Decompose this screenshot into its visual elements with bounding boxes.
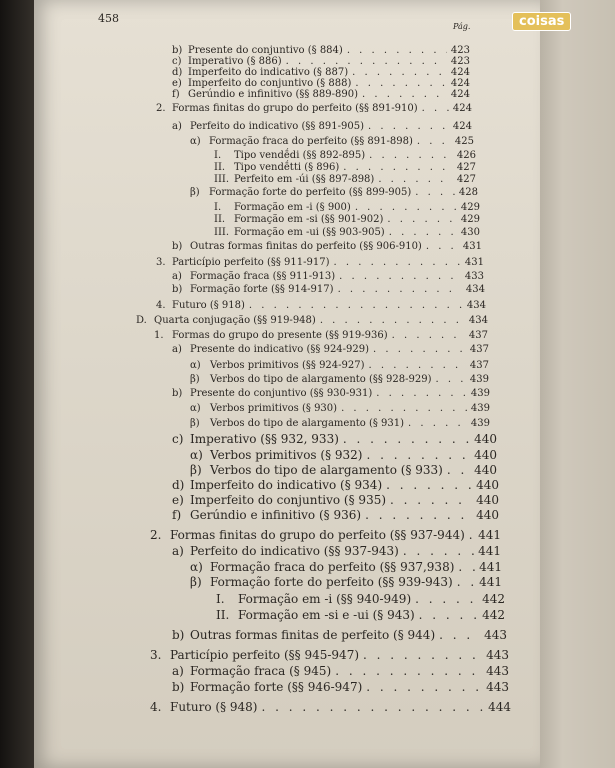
toc-entry-page: 442 — [482, 608, 505, 622]
toc-entry — [172, 628, 507, 642]
toc-entry — [216, 608, 505, 622]
toc-entry-page: 431 — [462, 241, 482, 252]
toc-entry — [172, 271, 484, 285]
toc-entry-page: 434 — [468, 315, 488, 326]
toc-entry-marker: e) — [172, 78, 182, 89]
toc-entry-marker: f) — [172, 89, 180, 100]
toc-entry-page: 429 — [460, 202, 480, 213]
toc-entry-title: Verbos primitivos (§§ 924-927) — [210, 360, 365, 371]
toc-entry — [172, 478, 499, 492]
leader-dots — [378, 174, 453, 185]
toc-entry-title: Verbos do tipo de alargamento (§ 933) — [210, 463, 443, 477]
toc-entry-title: Imperfeito do conjuntivo (§ 888) — [188, 78, 352, 89]
toc-entry-title: Formação forte do perfeito (§§ 899-905) — [209, 187, 412, 198]
toc-entry-page: 439 — [470, 418, 490, 429]
toc-entry-page: 440 — [474, 463, 497, 477]
toc-entry-title: Futuro (§ 948) — [170, 700, 258, 714]
toc-entry-title: Outras formas finitas do perfeito (§§ 906-910) — [190, 241, 422, 252]
leader-dots — [249, 300, 463, 311]
toc-entry — [172, 493, 499, 507]
leader-dots — [355, 78, 447, 89]
toc-entry-title: Formação fraca do perfeito (§§ 937,938) — [210, 560, 455, 574]
toc-entry-page: 443 — [486, 664, 509, 678]
leader-dots — [369, 150, 453, 161]
toc-entry-title: Formação forte (§§ 914-917) — [190, 284, 334, 295]
leader-dots — [368, 121, 449, 132]
toc-entry-marker: II. — [214, 162, 226, 173]
toc-entry — [154, 330, 488, 344]
leader-dots — [422, 103, 449, 114]
leader-dots — [341, 403, 467, 414]
toc-entry-page: 424 — [452, 103, 472, 114]
leader-dots — [387, 214, 457, 225]
toc-entry-title: Formação em -i (§§ 940-949) — [238, 592, 412, 606]
toc-entry — [214, 227, 480, 241]
leader-dots — [366, 448, 470, 462]
toc-entry-marker: c) — [172, 56, 182, 67]
leader-dots — [338, 284, 462, 295]
leader-dots — [419, 608, 478, 622]
toc-entry-page: 441 — [478, 544, 501, 558]
toc-entry-page: 440 — [474, 448, 497, 462]
toc-entry-marker: β) — [190, 374, 200, 385]
toc-entry — [190, 136, 474, 150]
toc-entry-page: 437 — [469, 360, 489, 371]
toc-entry — [172, 89, 470, 103]
toc-entry-page: 443 — [486, 680, 509, 694]
toc-entry-marker: β) — [190, 418, 200, 429]
toc-entry-title: Tipo vendḗtti (§ 896) — [234, 162, 340, 173]
toc-entry-title: Formação em -si e -ui (§ 943) — [238, 608, 415, 622]
toc-entry-marker: I. — [214, 150, 222, 161]
toc-entry-marker: b) — [172, 284, 183, 295]
toc-entry-marker: II. — [216, 608, 230, 622]
toc-entry-marker: a) — [172, 121, 182, 132]
leader-dots — [392, 330, 465, 341]
toc-entry-page: 439 — [470, 403, 490, 414]
toc-entry — [156, 103, 472, 117]
toc-entry-marker: D. — [136, 315, 147, 326]
toc-entry-page: 440 — [476, 478, 499, 492]
toc-entry-page: 434 — [465, 284, 485, 295]
leader-dots — [343, 162, 453, 173]
toc-entry-title: Tipo vendḗdi (§§ 892-895) — [234, 150, 366, 161]
toc-entry-marker: 2. — [150, 528, 162, 542]
toc-entry-page: 441 — [478, 528, 501, 542]
toc-entry-page: 424 — [450, 89, 470, 100]
toc-entry — [172, 241, 482, 255]
page-number: 458 — [98, 12, 119, 25]
leader-dots — [447, 463, 470, 477]
toc-entry-page: 429 — [460, 214, 480, 225]
toc-entry-marker: II. — [214, 214, 226, 225]
leader-dots — [469, 528, 474, 542]
toc-entry-page: 423 — [450, 45, 470, 56]
toc-entry-page: 437 — [468, 330, 488, 341]
toc-entry-title: Formação forte (§§ 946-947) — [190, 680, 363, 694]
toc-entry — [172, 388, 490, 402]
toc-entry-page: 440 — [476, 508, 499, 522]
leader-dots — [352, 67, 447, 78]
toc-entry-title: Formação fraca do perfeito (§§ 891-898) — [209, 136, 413, 147]
toc-entry — [172, 432, 497, 446]
toc-entry-page: 440 — [476, 493, 499, 507]
toc-entry-page: 437 — [469, 344, 489, 355]
toc-entry-marker: 4. — [150, 700, 162, 714]
watermark-logo: coisas — [512, 12, 571, 31]
toc-entry-marker: b) — [172, 628, 185, 642]
toc-entry-marker: e) — [172, 493, 184, 507]
toc-entry-title: Particípio perfeito (§§ 945-947) — [170, 648, 360, 662]
toc-entry-title: Futuro (§ 918) — [172, 300, 245, 311]
toc-entry — [172, 544, 501, 558]
toc-entry — [172, 284, 485, 298]
toc-entry-marker: a) — [172, 344, 182, 355]
toc-entry-marker: d) — [172, 67, 183, 78]
toc-entry-title: Verbos primitivos (§ 930) — [210, 403, 338, 414]
toc-entry-marker: β) — [190, 463, 202, 477]
toc-entry-title: Presente do conjuntivo (§§ 930-931) — [190, 388, 373, 399]
toc-entry-title: Presente do conjuntivo (§ 884) — [188, 45, 343, 56]
toc-entry — [150, 700, 511, 714]
toc-entry-page: 443 — [484, 628, 507, 642]
toc-entry-page: 434 — [466, 300, 486, 311]
toc-entry-marker: d) — [172, 478, 185, 492]
leader-dots — [363, 648, 482, 662]
leader-dots — [439, 628, 480, 642]
toc-entry — [172, 508, 499, 522]
toc-entry-title: Formação fraca (§ 945) — [190, 664, 332, 678]
toc-entry-marker: 1. — [154, 330, 164, 341]
toc-entry — [190, 360, 489, 374]
toc-entry-title: Verbos do tipo de alargamento (§ 931) — [210, 418, 405, 429]
toc-entry-page: 427 — [456, 162, 476, 173]
toc-entry — [214, 214, 480, 228]
leader-dots — [334, 257, 461, 268]
toc-entry-page: 425 — [454, 136, 474, 147]
toc-entry-title: Formas do grupo do presente (§§ 919-936) — [172, 330, 388, 341]
book-page-right-edge — [540, 0, 615, 768]
toc-entry-marker: b) — [172, 388, 183, 399]
leader-dots — [365, 508, 472, 522]
toc-entry-page: 430 — [460, 227, 480, 238]
leader-dots — [426, 241, 459, 252]
toc-entry-marker: a) — [172, 664, 184, 678]
toc-entry-title: Formação em -si (§§ 901-902) — [234, 214, 384, 225]
toc-entry-marker: β) — [190, 575, 202, 589]
toc-entry-title: Formas finitas do grupo do perfeito (§§ 891-910) — [172, 103, 418, 114]
toc-entry-title: Perfeito do indicativo (§§ 891-905) — [190, 121, 365, 132]
toc-entry-title: Outras formas finitas de perfeito (§ 944) — [190, 628, 436, 642]
toc-entry-marker: 3. — [156, 257, 166, 268]
toc-entry — [190, 560, 502, 574]
leader-dots — [389, 227, 457, 238]
leader-dots — [415, 187, 455, 198]
toc-entry-marker: α) — [190, 403, 201, 414]
toc-entry-title: Particípio perfeito (§§ 911-917) — [172, 257, 330, 268]
toc-entry-page: 433 — [464, 271, 484, 282]
toc-entry-page: 426 — [456, 150, 476, 161]
toc-entry — [156, 300, 486, 314]
toc-entry — [172, 680, 509, 694]
toc-entry-title: Imperfeito do conjuntivo (§ 935) — [190, 493, 387, 507]
toc-entry-marker: a) — [172, 544, 184, 558]
toc-entry — [150, 528, 501, 542]
leader-dots — [343, 432, 470, 446]
leader-dots — [390, 493, 472, 507]
toc-entry-marker: 4. — [156, 300, 166, 311]
leader-dots — [369, 360, 466, 371]
toc-entry-page: 440 — [474, 432, 497, 446]
pag-column-label: Pág. — [453, 22, 471, 31]
toc-entry — [150, 648, 509, 662]
toc-entry — [190, 448, 497, 462]
leader-dots — [339, 271, 461, 282]
toc-entry-title: Imperativo (§ 886) — [188, 56, 282, 67]
toc-entry-marker: 3. — [150, 648, 162, 662]
leader-dots — [457, 575, 475, 589]
toc-entry-page: 442 — [482, 592, 505, 606]
toc-entry-marker: III. — [214, 174, 230, 185]
toc-entry-marker: III. — [214, 227, 230, 238]
leader-dots — [403, 544, 474, 558]
toc-entry-title: Imperativo (§§ 932, 933) — [190, 432, 339, 446]
toc-entry — [172, 121, 472, 135]
leader-dots — [436, 374, 466, 385]
leader-dots — [376, 388, 467, 399]
toc-entry-title: Imperfeito do indicativo (§ 934) — [190, 478, 383, 492]
toc-entry-marker: b) — [172, 241, 183, 252]
toc-entry-title: Formação fraca (§§ 911-913) — [190, 271, 336, 282]
toc-entry-title: Formação em -ui (§§ 903-905) — [234, 227, 385, 238]
leader-dots — [386, 478, 472, 492]
toc-entry-title: Gerúndio e infinitivo (§§ 889-890) — [188, 89, 359, 100]
toc-entry-title: Formação em -i (§ 900) — [234, 202, 351, 213]
toc-entry-marker: β) — [190, 187, 200, 198]
toc-entry-title: Gerúndio e infinitivo (§ 936) — [190, 508, 362, 522]
toc-entry-page: 441 — [479, 560, 502, 574]
leader-dots — [458, 560, 475, 574]
leader-dots — [261, 700, 484, 714]
toc-entry — [190, 374, 489, 388]
toc-entry-title: Perfeito em -úi (§§ 897-898) — [234, 174, 375, 185]
leader-dots — [320, 315, 465, 326]
toc-entry-marker: I. — [216, 592, 225, 606]
toc-entry — [156, 257, 484, 271]
toc-entry-page: 439 — [470, 388, 490, 399]
toc-entry-page: 431 — [464, 257, 484, 268]
toc-entry-title: Verbos primitivos (§ 932) — [210, 448, 363, 462]
toc-entry-page: 427 — [456, 174, 476, 185]
toc-entry-page: 424 — [450, 78, 470, 89]
leader-dots — [347, 45, 447, 56]
toc-entry — [190, 403, 490, 417]
toc-entry-title: Presente do indicativo (§§ 924-929) — [190, 344, 370, 355]
toc-entry-title: Imperfeito do indicativo (§ 887) — [188, 67, 349, 78]
leader-dots — [373, 344, 466, 355]
toc-entry — [172, 344, 489, 358]
toc-entry-page: 439 — [469, 374, 489, 385]
toc-entry-marker: b) — [172, 45, 183, 56]
toc-entry-title: Formas finitas do grupo do perfeito (§§ 937-944) — [170, 528, 465, 542]
toc-entry-marker: α) — [190, 560, 203, 574]
toc-entry-marker: f) — [172, 508, 182, 522]
toc-entry-page: 443 — [486, 648, 509, 662]
toc-entry-page: 423 — [450, 56, 470, 67]
leader-dots — [286, 56, 447, 67]
toc-entry-marker: 2. — [156, 103, 166, 114]
toc-entry-marker: b) — [172, 680, 185, 694]
toc-entry — [190, 187, 478, 201]
leader-dots — [415, 592, 478, 606]
toc-entry-marker: a) — [172, 271, 182, 282]
toc-entry-page: 424 — [450, 67, 470, 78]
toc-entry-marker: α) — [190, 360, 201, 371]
leader-dots — [335, 664, 482, 678]
toc-entry — [190, 463, 497, 477]
leader-dots — [417, 136, 451, 147]
toc-entry — [190, 575, 502, 589]
toc-entry — [172, 664, 509, 678]
leader-dots — [355, 202, 457, 213]
toc-entry-title: Perfeito do indicativo (§§ 937-943) — [190, 544, 399, 558]
toc-entry — [214, 174, 476, 188]
leader-dots — [362, 89, 447, 100]
toc-entry-marker: α) — [190, 136, 201, 147]
toc-entry-title: Verbos do tipo de alargamento (§§ 928-929) — [210, 374, 432, 385]
toc-entry-page: 441 — [479, 575, 502, 589]
toc-entry — [216, 592, 505, 606]
leader-dots — [408, 418, 467, 429]
toc-entry-marker: c) — [172, 432, 184, 446]
toc-entry-page: 444 — [488, 700, 511, 714]
toc-entry-title: Formação forte do perfeito (§§ 939-943) — [210, 575, 453, 589]
toc-entry-marker: I. — [214, 202, 222, 213]
toc-entry-marker: α) — [190, 448, 203, 462]
toc-entry-page: 428 — [458, 187, 478, 198]
toc-entry — [136, 315, 488, 329]
leader-dots — [366, 680, 482, 694]
toc-entry-title: Quarta conjugação (§§ 919-948) — [154, 315, 316, 326]
toc-entry-page: 424 — [452, 121, 472, 132]
toc-entry — [190, 418, 490, 432]
